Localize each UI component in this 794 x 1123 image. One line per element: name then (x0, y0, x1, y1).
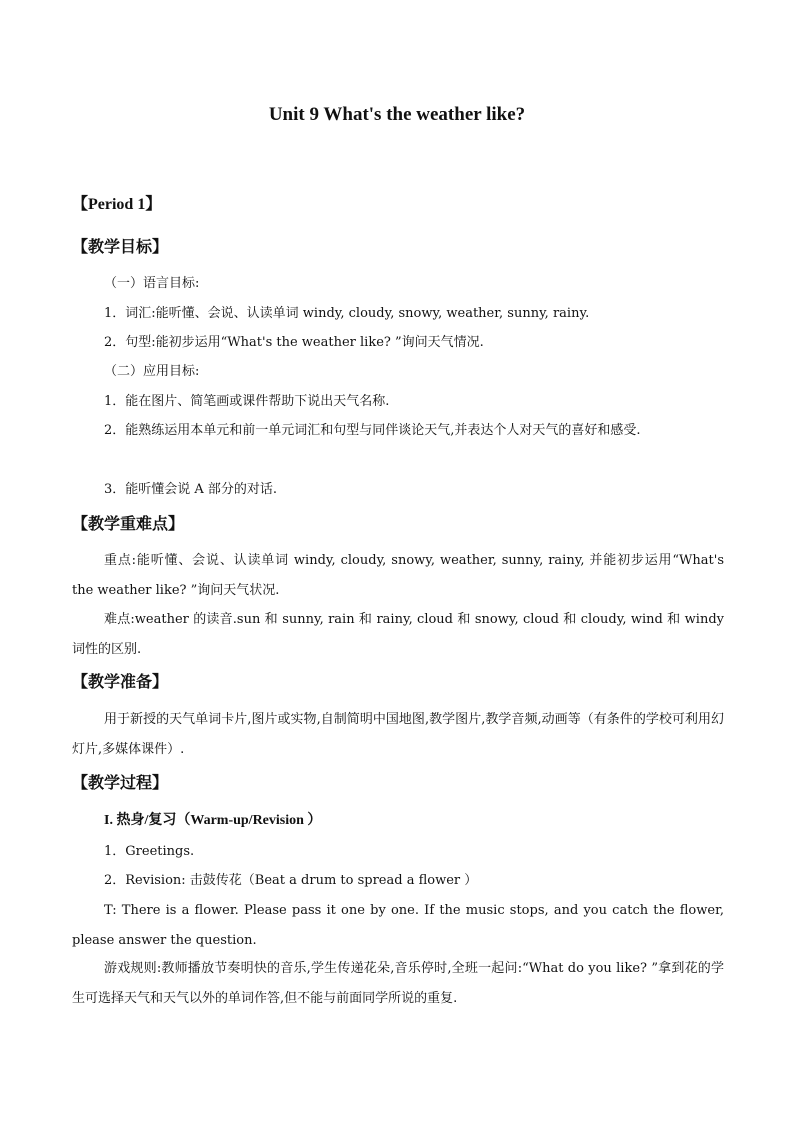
lang-goal-2: 2．句型:能初步运用“What's the weather like? ”询问天气情况. (104, 335, 484, 350)
app-goals-title: （二）应用目标: (104, 364, 200, 379)
process-heading: 【教学过程】 (72, 773, 169, 792)
process-item-2: 2．Revision: 击鼓传花（Beat a drum to spread a flower ） (104, 873, 478, 888)
difficult-point-text: 难点:weather 的读音.sun 和 sunny, rain 和 rainy, cloud 和 snowy, cloud 和 cloudy, wind 和 windy 词性的区别. (72, 612, 724, 657)
period-label: 【Period 1】 (72, 196, 162, 213)
app-goal-3: 3．能听懂会说 A 部分的对话. (104, 482, 278, 497)
app-goal-2: 2．能熟练运用本单元和前一单元词汇和句型与同伴谈论天气,并表达个人对天气的喜好和感受. (104, 423, 641, 438)
prep-heading: 【教学准备】 (72, 672, 169, 691)
lang-goals-title: （一）语言目标: (104, 276, 200, 291)
prep-text: 用于新授的天气单词卡片,图片或实物,自制简明中国地图,教学图片,教学音频,动画等（有条件的学校可利用幻灯片,多媒体课件）. (72, 712, 724, 757)
keypoints-heading: 【教学重难点】 (72, 514, 185, 533)
warmup-subheading: I. 热身/复习（Warm-up/Revision ） (104, 813, 322, 828)
key-point-text: 重点:能听懂、会说、认读单词 windy, cloudy, snowy, weather, sunny, rainy, 并能初步运用“What's the weather like? ”询问天气状况. (72, 553, 724, 598)
document-title: Unit 9 What's the weather like? (268, 104, 526, 125)
game-rules: 游戏规则:教师播放节奏明快的音乐,学生传递花朵,音乐停时,全班一起问:“What do you like? ”拿到花的学生可选择天气和天气以外的单词作答,但不能与前面同学所说的重复. (72, 961, 724, 1006)
app-goal-1: 1．能在图片、简笔画或课件帮助下说出天气名称. (104, 394, 390, 409)
teacher-line: T: There is a flower. Please pass it one by one. If the music stops, and you catch the flower, please answer the question. (72, 903, 724, 948)
goals-heading: 【教学目标】 (72, 237, 169, 256)
process-item-1: 1．Greetings. (104, 844, 195, 859)
lang-goal-1: 1．词汇:能听懂、会说、认读单词 windy, cloudy, snowy, weather, sunny, rainy. (104, 306, 590, 321)
